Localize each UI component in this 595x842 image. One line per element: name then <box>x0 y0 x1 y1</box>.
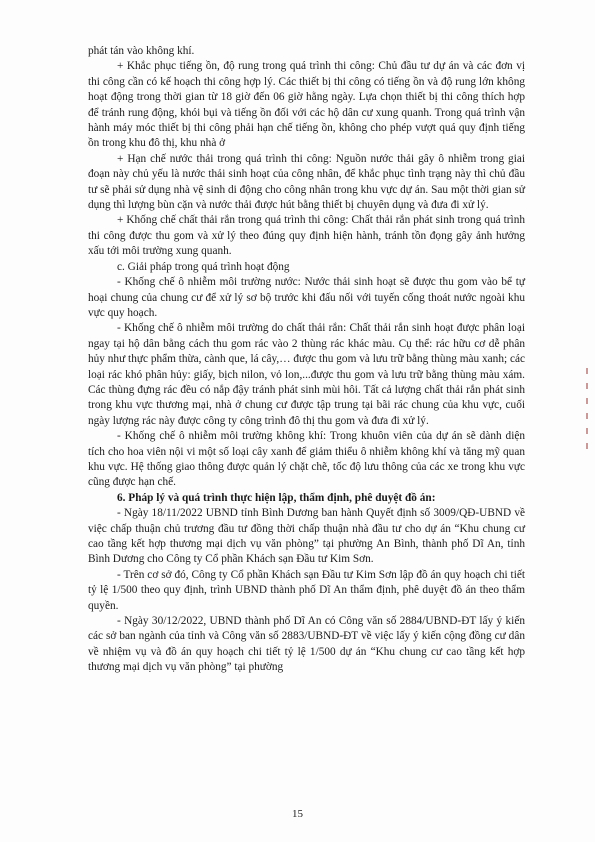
section-heading: 6. Pháp lý và quá trình thực hiện lập, thẩm định, phê duyệt đồ án: <box>117 491 436 504</box>
paragraph: - Khống chế ô nhiễm môi trường nước: Nước thải sinh hoạt sẽ được thu gom vào bể tự hoại chung của chung cư để xử lý sơ bộ trước khi đấu nối với tuyến cống thoát nước ngoài khu vực quy hoạch. <box>88 276 525 319</box>
margin-stamp-mark <box>583 368 591 478</box>
document-body <box>88 44 525 676</box>
paragraph: + Khống chế chất thải rắn trong quá trình thi công: Chất thải rắn phát sinh trong quá trình thi công được thu gom và xử lý theo đúng quy định hiện hành, tránh tồn đọng gây ảnh hưởng xấu tới môi trường xung quanh. <box>88 214 525 258</box>
paragraph: + Hạn chế nước thải trong quá trình thi công: Nguồn nước thải gây ô nhiễm trong giai đoạn này chủ yếu là nước thải sinh hoạt của công nhân, để khắc phục tình trạng này thì chủ đầu tư sẽ phải sử dụng nhà vệ sinh di động cho công nhân trong khu vực dự án. Sau một thời gian sử dụng thì lượng bùn cặn và nước thải được hút bằng thiết bị chuyên dụng và đưa đi xử lý. <box>88 152 525 212</box>
paragraph: phát tán vào không khí. <box>88 45 195 57</box>
paragraph: - Khống chế ô nhiễm môi trường không khí: Trong khuôn viên của dự án sẽ dành diện tích cho hoa viên nội vi một số loại cây xanh để giảm thiểu ô nhiễm không khí và tăng mỹ quan khu vực. Hệ thống giao thông được quản lý chặt chẽ, tốc độ lưu thông của các xe trong khu vực cũng được hạn chế. <box>88 430 525 489</box>
paragraph: + Khắc phục tiếng ồn, độ rung trong quá trình thi công: Chủ đầu tư dự án và các đơn vị thi công cần có kế hoạch thi công hợp lý. Các thiết bị thi công có tiếng ồn và độ rung lớn không hoạt động trong thời gian từ 18 giờ đến 06 giờ hằng ngày. Lựa chọn thiết bị thi công thích hợp để tránh rung động, khói bụi và tiếng ồn đối với các hộ dân cư xung quanh. Trong quá trình vận hành máy móc thiết bị thi công phải hạn chế tiếng ồn, không cho phép vượt quá quy định tiếng ồn trong khu đô thị, khu nhà ở <box>88 60 525 150</box>
paragraph: - Khống chế ô nhiễm môi trường do chất thải rắn: Chất thải rắn sinh hoạt được phân loại ngay tại hộ dân bằng cách thu gom rác vào 2 thùng rác khác màu. Cụ thể: rác hữu cơ dễ phân hủy như thực phẩm thừa, cành que, lá cây,… được thu gom và lưu trữ bằng thùng màu xanh; các loại rác khó phân hủy: giấy, bịch nilon, vỏ lon,...được thu gom và lưu trữ bằng thùng màu xám. Các thùng đựng rác đều có nắp đậy tránh phát sinh mùi hôi. Tất cả lượng chất thải rắn phát sinh trong khu vực thương mại, nhà ở chung cư được tập trung tại bãi rác chung của khu vực, cuối ngày lượng rác này được công ty công trình đô thị thu gom và đưa đi xử lý. <box>88 322 525 427</box>
paragraph: - Trên cơ sở đó, Công ty Cổ phần Khách sạn Đầu tư Kim Sơn lập đồ án quy hoạch chi tiết tỷ lệ 1/500 theo quy định, trình UBND thành phố Dĩ An thẩm định, phê duyệt đồ án theo thẩm quyền. <box>88 568 525 612</box>
page-number: 15 <box>292 808 303 820</box>
paragraph: - Ngày 30/12/2022, UBND thành phố Dĩ An có Công văn số 2884/UBND-ĐT lấy ý kiến các sở ban ngành của tỉnh và Công văn số 2883/UBND-ĐT về việc lấy ý kiến cộng đồng cư dân về nhiệm vụ và đồ án quy hoạch chi tiết tỷ lệ 1/500 dự án “Khu chung cư cao tầng kết hợp thương mại dịch vụ văn phòng” tại phường <box>88 615 525 674</box>
paragraph: c. Giải pháp trong quá trình hoạt động <box>117 260 290 273</box>
paragraph: - Ngày 18/11/2022 UBND tỉnh Bình Dương ban hành Quyết định số 3009/QĐ-UBND về việc chấp thuận chủ trương đầu tư đồng thời chấp thuận nhà đầu tư cho dự án “Khu chung cư cao tầng kết hợp thương mại dịch vụ văn phòng” tại phường An Bình, thành phố Dĩ An, tỉnh Bình Dương cho Công ty Cổ phần Khách sạn Đầu tư Kim Sơn. <box>88 507 525 566</box>
